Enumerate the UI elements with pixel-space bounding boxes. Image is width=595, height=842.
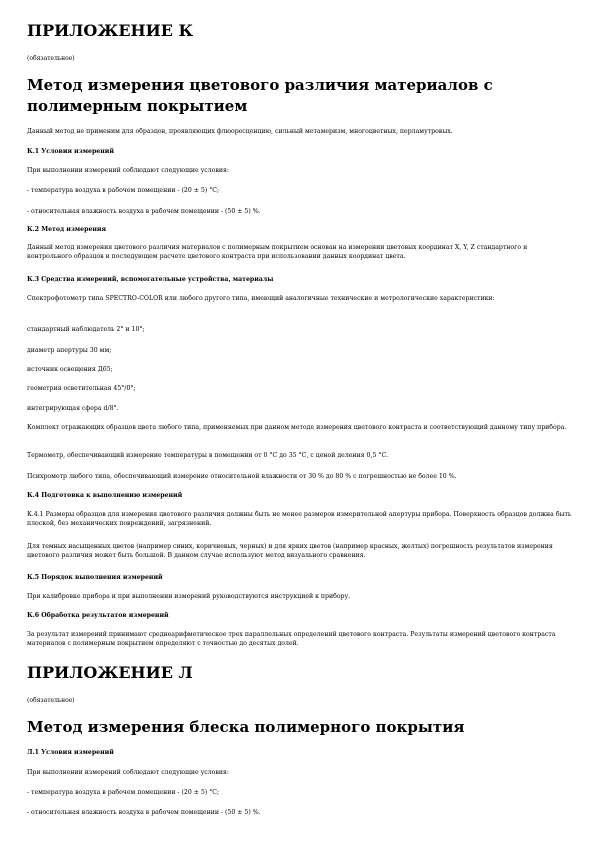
section-k2-title: К.2 Метод измерения <box>27 226 107 233</box>
appendix-k-heading: Метод измерения цветового различия материалов с полимерным покрытием <box>27 76 493 115</box>
section-k3-text: Спектрофотометр типа SPECTRO-COLOR или любого другого типа, имеющий аналогичные технические и метрологические характеристики: <box>27 295 495 302</box>
appendix-l-heading: Метод измерения блеска полимерного покрытия <box>27 718 465 736</box>
section-k1-title: К.1 Условия измерений <box>27 148 114 155</box>
section-k5-text: При калибровке прибора и при выполнении измерений руководствуются инструкцией к прибору. <box>27 593 351 600</box>
section-k4-title: К.4 Подготовка к выполнению измерений <box>27 492 183 499</box>
section-k3-item-4: геометрия осветительная 45°/0°; <box>27 385 136 392</box>
section-k2-text: Данный метод измерения цветового различия материалов с полимерным покрытием основан на измерении цветовых координат X, Y, Z стандартного и контрольного образцов и последующем расчете цветового контраста при использовании данных координат цвета. <box>27 244 528 260</box>
section-k3-item-5: интегрирующая сфера d/8°. <box>27 405 119 412</box>
section-k4-text: К.4.1 Размеры образцов для измерения цветового различия должны быть не менее размеров измерительной апертуры прибора. Поверхность образцов должна быть плоской, без механических повреждений, загрязнений. <box>27 511 572 527</box>
section-k3-paragraph-4: Психрометр любого типа, обеспечивающий измерение относительной влажности от 30 % до 80 % с погрешностью не более 10 %. <box>27 473 457 480</box>
section-l1-text: При выполнении измерений соблюдают следующие условия: <box>27 769 229 776</box>
section-k1-item-2: - относительная влажность воздуха в рабочем помещении - (50 ± 5) %. <box>27 208 261 215</box>
appendix-l-title: ПРИЛОЖЕНИЕ Л <box>27 663 193 682</box>
section-l1-title: Л.1 Условия измерений <box>27 749 114 756</box>
section-k6-title: К.6 Обработка результатов измерений <box>27 612 169 619</box>
section-k1-item-1: - температура воздуха в рабочем помещении - (20 ± 5) °С; <box>27 187 220 194</box>
section-l1-item-1: - температура воздуха в рабочем помещении - (20 ± 5) °С; <box>27 789 220 796</box>
section-k3-title: К.3 Средства измерений, вспомогательные устройства, материалы <box>27 276 274 283</box>
section-k3-item-1: стандартный наблюдатель 2° и 10°; <box>27 326 145 333</box>
section-k3-item-3: источник освещения Д65; <box>27 366 113 373</box>
section-k3-item-2: диаметр апертуры 30 мм; <box>27 347 112 354</box>
appendix-k-title: ПРИЛОЖЕНИЕ К <box>27 21 194 40</box>
section-k1-text: При выполнении измерений соблюдают следующие условия: <box>27 167 229 174</box>
section-k3-paragraph-3: Термометр, обеспечивающий измерение температуры в помещении от 0 °С до 35 °С, с ценой деления 0,5 °С. <box>27 452 389 459</box>
section-l1-item-2: - относительная влажность воздуха в рабочем помещении - (50 ± 5) %. <box>27 809 261 816</box>
appendix-k-intro: Данный метод не применим для образцов, проявляющих флюоресценцию, сильный метамеризм, многоцветных, перламутровых. <box>27 128 453 135</box>
appendix-k-status: (обязательное) <box>27 55 75 62</box>
appendix-l-status: (обязательное) <box>27 697 75 704</box>
section-k5-title: К.5 Порядок выполнения измерений <box>27 574 163 581</box>
section-k6-text: За результат измерений принимают среднеарифметическое трех параллельных определений цветового контраста. Результаты измерений цветового контраста материалов с полимерным покрытием определяют с точностью до десятых долей. <box>27 631 556 647</box>
section-k3-paragraph-2: Комплект отражающих образцов цвета любого типа, применяемых при данном методе измерения цветового контраста и соответствующий данному типу прибора. <box>27 424 567 431</box>
section-k4-paragraph-2: Для темных насыщенных цветов (например синих, коричневых, черных) и для ярких цветов (например красных, желтых) погрешность результатов измерения цветового различия может быть большой. В данном случае используют метод визуального сравнения. <box>27 543 553 559</box>
